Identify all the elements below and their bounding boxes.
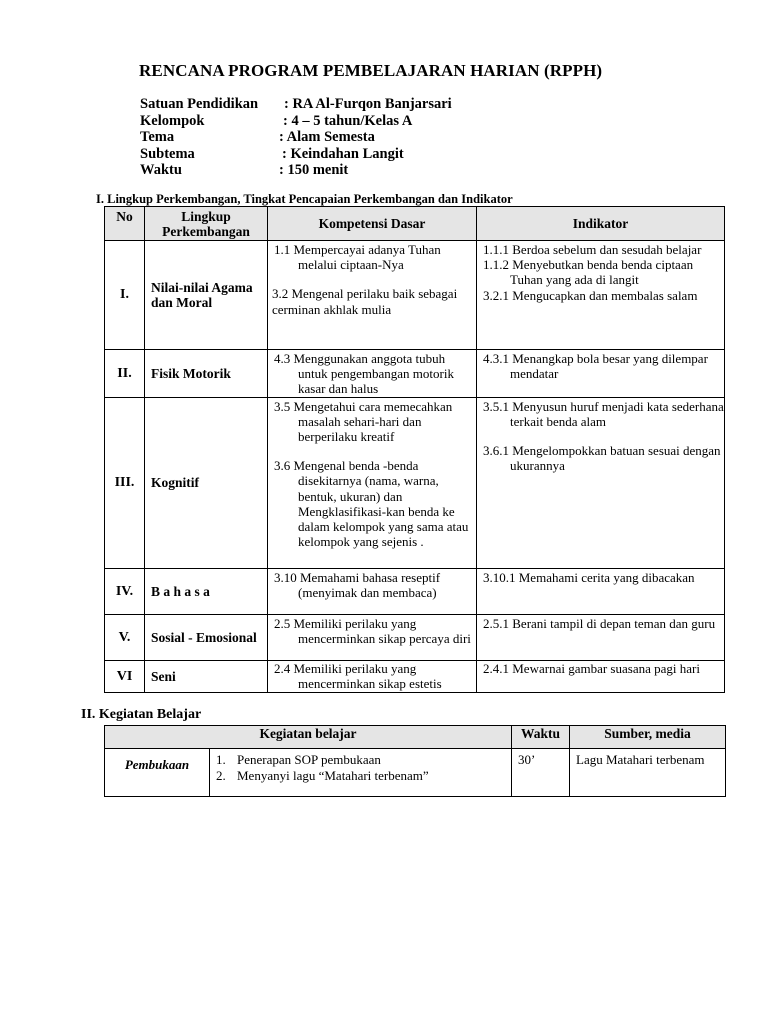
kd-item: 3.2 Mengenal perilaku baik sebagai cerminan akhlak mulia — [272, 286, 458, 317]
list-number: 2. — [216, 767, 226, 783]
info-label: Subtema — [140, 145, 195, 162]
info-label: Waktu — [140, 162, 182, 178]
row-aspect: Sosial - Emosional — [145, 614, 268, 660]
info-label: Tema — [140, 129, 175, 145]
info-value: : 4 – 5 tahun/Kelas A — [283, 112, 413, 129]
row-number: IV. — [105, 568, 145, 614]
col-header-no: No — [105, 207, 145, 241]
indicator-cell — [477, 241, 725, 350]
info-value: : RA Al-Furqon Banjarsari — [284, 96, 452, 112]
indicator-item: 2.4.1 Mewarnai gambar suasana pagi hari — [483, 660, 700, 676]
duration-cell: 30’ — [512, 749, 570, 797]
kd-cell — [268, 350, 477, 398]
learning-activities-table — [104, 725, 726, 797]
section-1-heading: I. Lingkup Perkembangan, Tingkat Pencapaian Perkembangan dan Indikator — [96, 192, 513, 206]
indicator-item: 3.2.1 Mengucapkan dan membalas salam — [483, 287, 698, 303]
indicator-item: 1.1.2 Menyebutkan benda benda ciptaan Tuhan yang ada di langit — [483, 257, 694, 288]
col-header-indikator: Indikator — [477, 207, 725, 241]
table-row — [105, 660, 725, 692]
table-row — [105, 241, 725, 350]
row-aspect: Seni — [145, 660, 268, 692]
info-value: : 150 menit — [279, 162, 349, 178]
kd-item: 2.5 Memiliki perilaku yang mencerminkan sikap percaya diri — [274, 615, 471, 646]
media-cell: Lagu Matahari terbenam — [570, 749, 726, 797]
kd-item: 3.5 Mengetahui cara memecahkan masalah sehari-hari dan berperilaku kreatif — [274, 398, 453, 445]
col-header-sumber: Sumber, media — [570, 726, 726, 749]
kd-item: 2.4 Memiliki perilaku yang mencerminkan sikap estetis — [274, 660, 442, 691]
activity-text: Penerapan SOP pembukaan — [237, 752, 381, 767]
kd-cell — [268, 614, 477, 660]
table-header-row — [105, 207, 725, 241]
info-label: Kelompok — [140, 112, 205, 129]
kd-cell — [268, 660, 477, 692]
kd-item: 1.1 Mempercayai adanya Tuhan melalui ciptaan-Nya — [274, 242, 441, 273]
indicator-item: 1.1.1 Berdoa sebelum dan sesudah belajar — [483, 242, 702, 257]
indicator-item: 4.3.1 Menangkap bola besar yang dilempar mendatar — [483, 351, 708, 382]
indicator-cell — [477, 568, 725, 614]
table-row — [105, 614, 725, 660]
indicator-cell — [477, 614, 725, 660]
table-header-row — [105, 726, 726, 749]
table-row — [105, 397, 725, 568]
row-aspect: Kognitif — [145, 397, 268, 568]
row-number: I. — [105, 241, 145, 350]
row-number: VI — [105, 660, 145, 692]
kd-item: 3.10 Memahami bahasa reseptif (menyimak dan membaca) — [274, 569, 441, 600]
col-header-lingkup: Lingkup Perkembangan — [145, 207, 268, 241]
phase-label: Pembukaan — [105, 749, 210, 797]
row-number: II. — [105, 350, 145, 398]
kd-cell — [268, 397, 477, 568]
col-header-kd: Kompetensi Dasar — [268, 207, 477, 241]
document-title: RENCANA PROGRAM PEMBELAJARAN HARIAN (RPPH) — [139, 61, 603, 80]
list-number: 1. — [216, 752, 226, 767]
kd-cell — [268, 241, 477, 350]
row-number: III. — [105, 397, 145, 568]
kd-item: 3.6 Mengenal benda -benda disekitarnya (nama, warna, bentuk, ukuran) dan Mengklasifikasi-kan benda ke dalam kelompok yang sama atau kelompok yang sejenis . — [274, 458, 469, 550]
activity-list — [210, 749, 511, 783]
col-header-kegiatan: Kegiatan belajar — [105, 726, 512, 749]
indicator-item: 3.6.1 Mengelompokkan batuan sesuai dengan ukurannya — [483, 443, 721, 474]
activity-text: Menyanyi lagu “Matahari terbenam” — [237, 767, 429, 783]
list-item — [216, 752, 511, 768]
development-scope-table — [104, 206, 725, 693]
indicator-item: 3.10.1 Memahami cerita yang dibacakan — [483, 569, 695, 585]
info-value: : Keindahan Langit — [282, 145, 404, 162]
indicator-cell — [477, 397, 725, 568]
info-label: Satuan Pendidikan — [140, 96, 259, 112]
list-item — [216, 768, 511, 784]
indicator-item: 3.5.1 Menyusun huruf menjadi kata sederhana terkait benda alam — [483, 398, 724, 429]
table-row — [105, 749, 726, 797]
indicator-item: 2.5.1 Berani tampil di depan teman dan guru — [483, 615, 716, 631]
table-row — [105, 568, 725, 614]
section-2-heading: II. Kegiatan Belajar — [81, 707, 202, 722]
kd-item: 4.3 Menggunakan anggota tubuh untuk pengembangan motorik kasar dan halus — [274, 351, 454, 397]
table-row — [105, 350, 725, 398]
row-aspect: Nilai-nilai Agama dan Moral — [145, 241, 268, 350]
indicator-cell — [477, 350, 725, 398]
row-number: V. — [105, 614, 145, 660]
row-aspect: B a h a s a — [145, 568, 268, 614]
info-value: : Alam Semesta — [279, 129, 375, 145]
indicator-cell — [477, 660, 725, 692]
kd-cell — [268, 568, 477, 614]
activities-cell — [210, 749, 512, 797]
row-aspect: Fisik Motorik — [145, 350, 268, 398]
col-header-waktu: Waktu — [512, 726, 570, 749]
